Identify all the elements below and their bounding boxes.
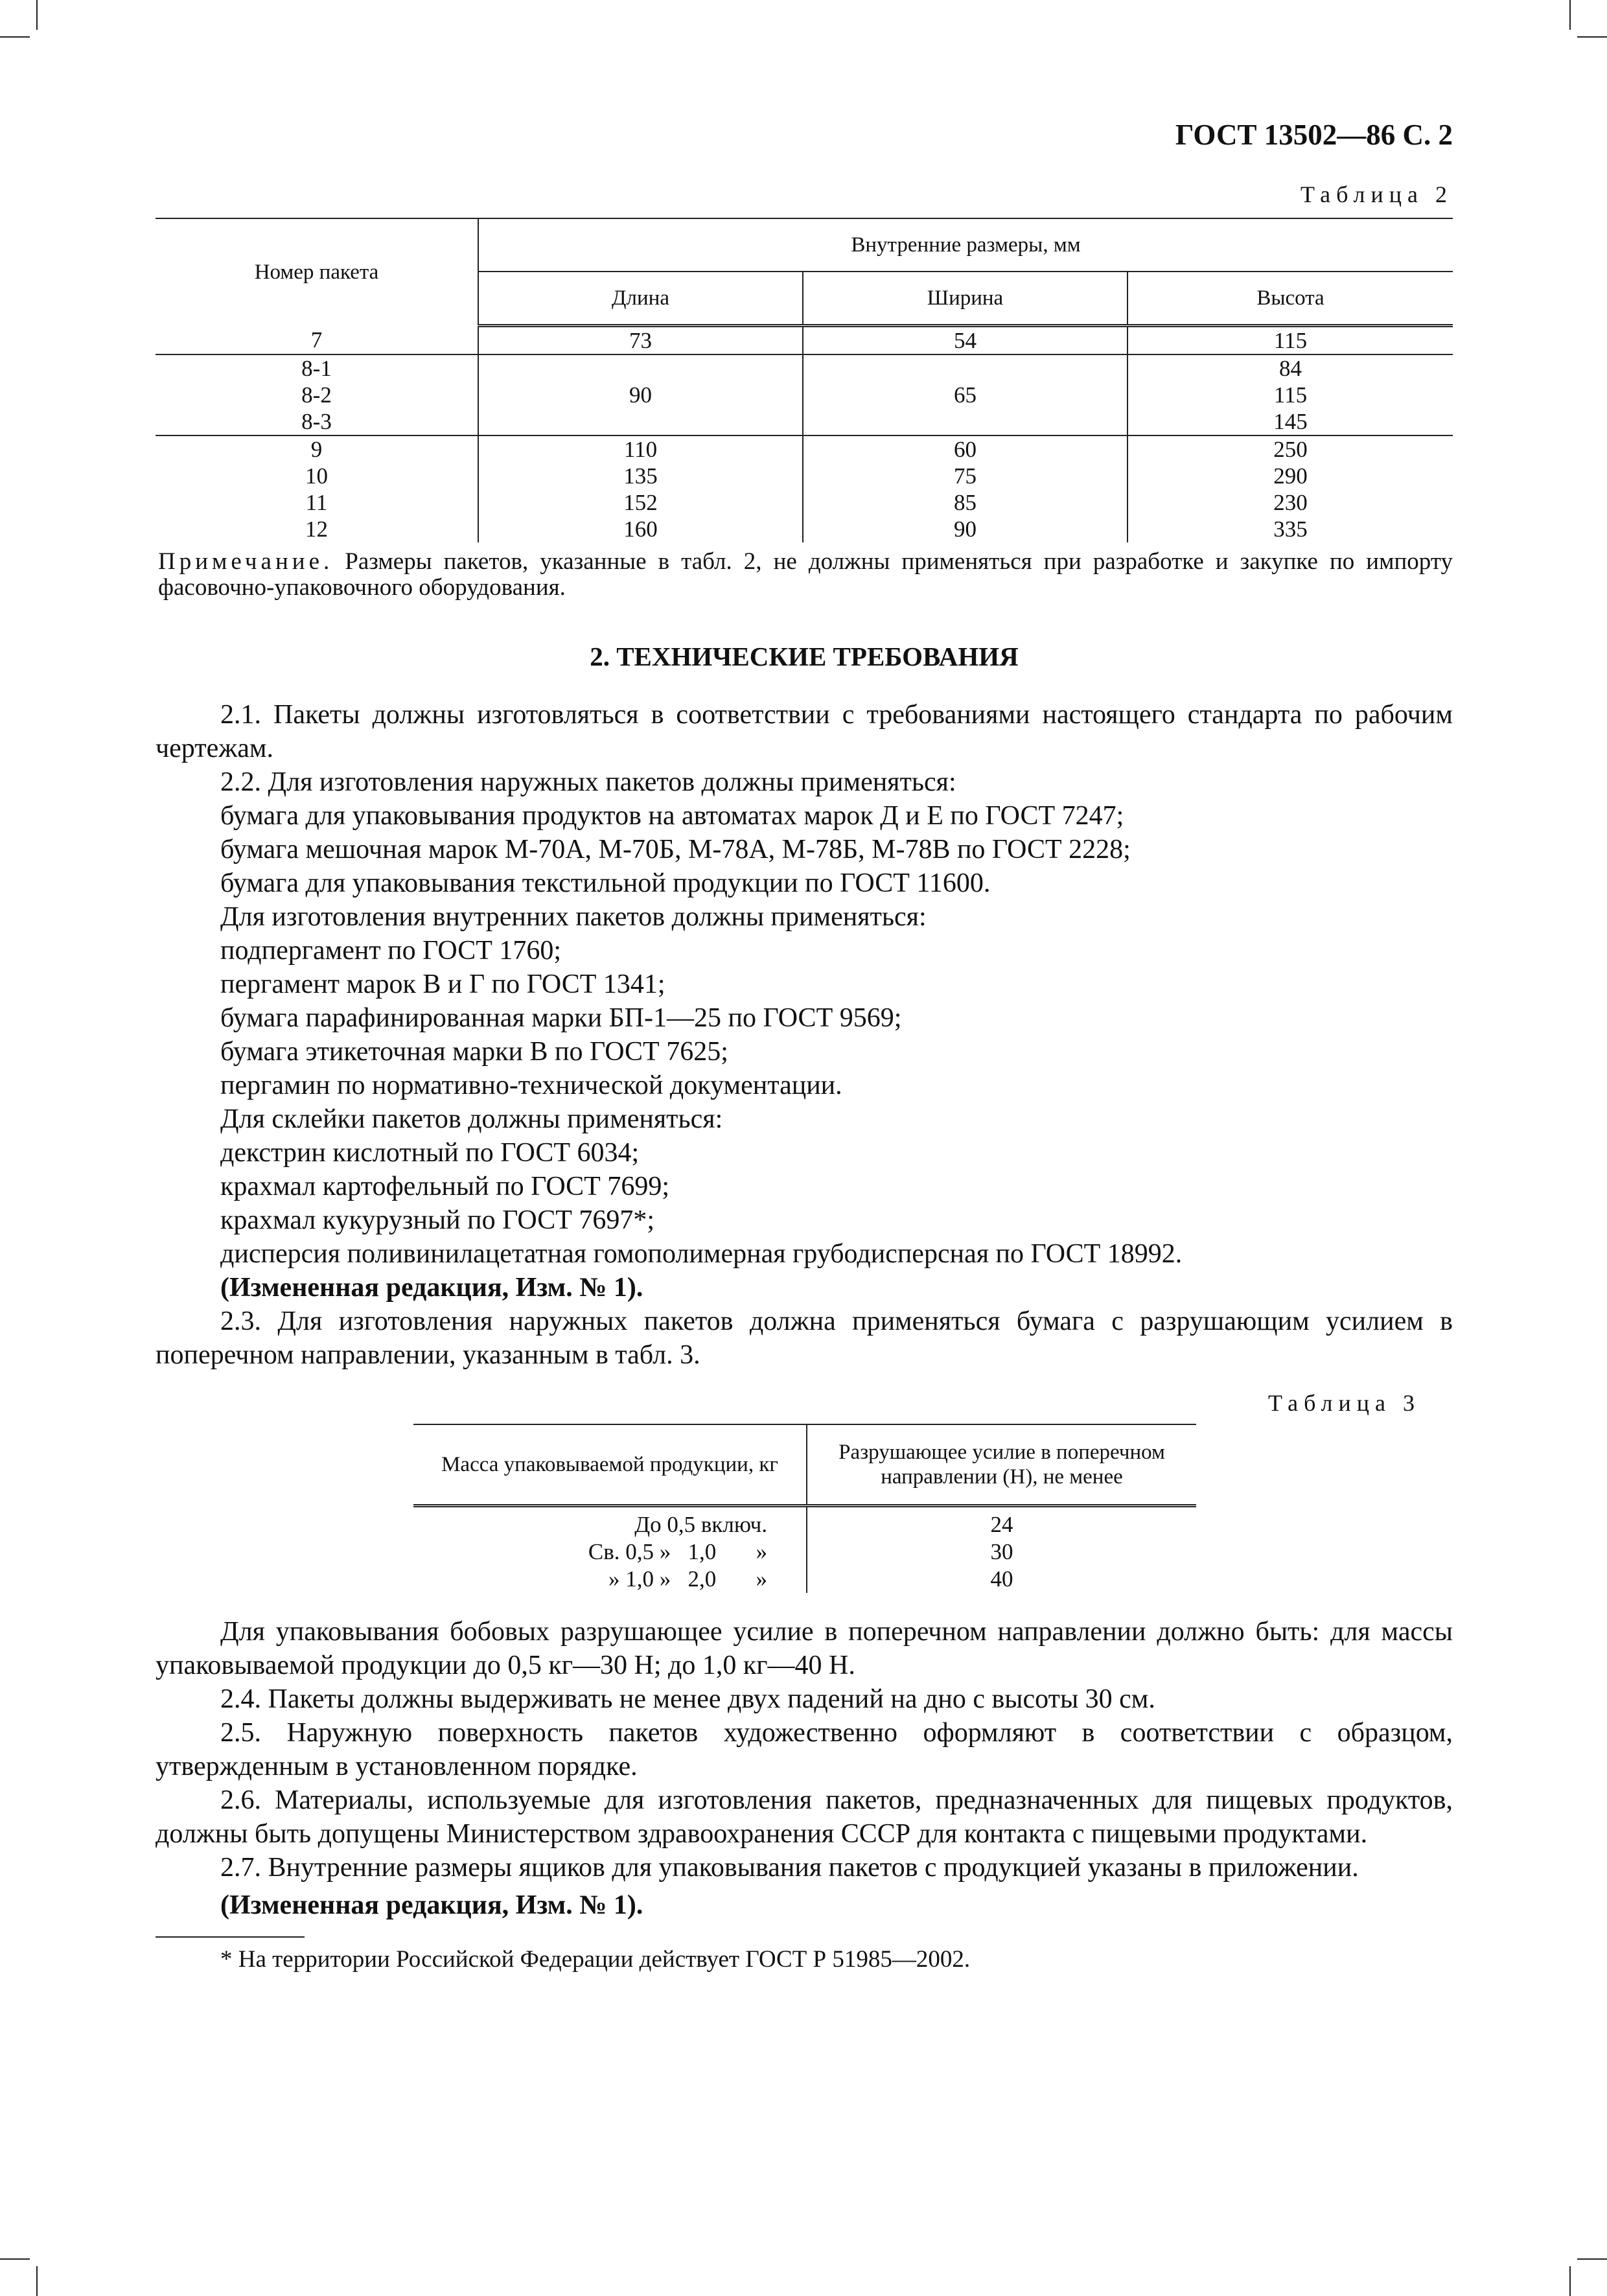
table2-cell-height: 84 [1127, 354, 1453, 382]
table2-cell-height: 335 [1273, 516, 1308, 542]
table2-cell-number: 8-1 [156, 354, 478, 382]
list-item: пергамент марок В и Г по ГОСТ 1341; [220, 969, 665, 999]
table2 [156, 218, 1453, 542]
table2-cell-height: 290 [1273, 463, 1308, 489]
list-item: бумага этикеточная марки В по ГОСТ 7625; [220, 1037, 728, 1067]
table2-head-number: Номер пакета [156, 218, 478, 326]
table2-cell-length: 110 [478, 435, 803, 463]
table3-head-mass: Масса упаковываемой продукции, кг [413, 1424, 807, 1506]
crop-mark [36, 0, 38, 30]
table2-cell-height: 250 [1127, 435, 1453, 463]
amendment-note: (Измененная редакция, Изм. № 1). [220, 1890, 643, 1920]
crop-mark [0, 36, 30, 38]
list-item: крахмал картофельный по ГОСТ 7699; [220, 1172, 669, 1201]
table2-cell-number: 8-3 [156, 408, 478, 435]
section-title: 2. ТЕХНИЧЕСКИЕ ТРЕБОВАНИЯ [590, 642, 1019, 671]
crop-mark [1577, 2258, 1607, 2260]
crop-mark [1569, 0, 1571, 30]
paragraph-2-5: 2.5. Наружную поверхность пакетов художественно оформляют в соответствии с образцом, утвержденным в установленном порядке. [156, 1718, 1453, 1781]
table3 [413, 1424, 1196, 1593]
document-page [156, 117, 1453, 1974]
note-text: Размеры пакетов, указанные в табл. 2, не должны применяться при разработке и закупке по импорту фасовочно-упаковочного оборудования. [158, 548, 1453, 601]
crop-mark [1577, 36, 1607, 38]
list-item: пергамин по нормативно-технической документации. [220, 1071, 842, 1100]
table2-head-width: Ширина [803, 272, 1127, 326]
table2-cell-length: 135 [478, 463, 803, 489]
table2-cell-number: 8-2 [156, 382, 478, 408]
table3-cell-mass: До 0,5 включ. [413, 1506, 807, 1539]
table3-caption: Таблица 3 [1268, 1390, 1420, 1416]
table2-cell-width: 54 [803, 326, 1127, 355]
table2-caption: Таблица 2 [1301, 181, 1453, 207]
paragraph-2-3-b: Для упаковывания бобовых разрушающее усилие в поперечном направлении должно быть: для массы упаковываемой продукции до 0,5 кг—30 Н; до 1,0 кг—40 Н. [156, 1617, 1453, 1680]
table2-cell-width: 90 [803, 516, 1127, 542]
table3-cell-mass: » 1,0 » 2,0 » [413, 1566, 807, 1593]
paragraph-2-1: 2.1. Пакеты должны изготовляться в соответствии с требованиями настоящего стандарта по рабочим чертежам. [156, 700, 1453, 763]
note-label: Примечание. [158, 548, 334, 575]
crop-mark [1569, 2266, 1571, 2296]
table2-note [156, 549, 1453, 601]
table2-cell-width: 60 [803, 435, 1127, 463]
table3-cell-force: 40 [990, 1566, 1013, 1592]
table2-cell-length: 152 [478, 489, 803, 516]
paragraph-2-4: 2.4. Пакеты должны выдерживать не менее двух падений на дно с высоты 30 см. [220, 1684, 1155, 1714]
table2-cell-height: 230 [1273, 490, 1308, 515]
list-item: бумага мешочная марок М-70А, М-70Б, М-78А, М-78Б, М-78В по ГОСТ 2228; [220, 835, 1131, 864]
table2-cell-width: 75 [803, 463, 1127, 489]
table2-cell-length: 73 [478, 326, 803, 355]
paragraph-2-3: 2.3. Для изготовления наружных пакетов должна применяться бумага с разрушающим усилием в поперечном направлении, указанным в табл. 3. [156, 1306, 1453, 1370]
table2-cell-number: 10 [156, 463, 478, 489]
table2-cell-length: 160 [478, 516, 803, 542]
list-item: бумага для упаковывания продуктов на автоматах марок Д и Е по ГОСТ 7247; [220, 801, 1124, 831]
list-item: подпергамент по ГОСТ 1760; [220, 936, 562, 966]
amendment-note: (Измененная редакция, Изм. № 1). [220, 1273, 643, 1303]
table2-head-group: Внутренние размеры, мм [478, 218, 1453, 272]
list-item: крахмал кукурузный по ГОСТ 7697*; [220, 1205, 655, 1235]
table2-cell-height: 145 [1273, 409, 1308, 434]
table2-cell-width: 65 [803, 354, 1127, 435]
paragraph-2-2: 2.2. Для изготовления наружных пакетов должны применяться: [220, 767, 956, 797]
footnote: * На территории Российской Федерации действует ГОСТ Р 51985—2002. [220, 1946, 971, 1973]
list-item: бумага для упаковывания текстильной продукции по ГОСТ 11600. [220, 868, 991, 898]
table2-cell-number: 11 [156, 489, 478, 516]
paragraph-2-6: 2.6. Материалы, используемые для изготовления пакетов, предназначенных для пищевых продуктов, должны быть допущены Министерством здравоохранения СССР для контакта с пищевыми продуктами. [156, 1785, 1453, 1849]
table2-cell-width: 85 [803, 489, 1127, 516]
glue-intro: Для склейки пакетов должны применяться: [220, 1104, 723, 1134]
table2-cell-number: 7 [156, 326, 478, 355]
crop-mark [36, 2266, 38, 2296]
footnote-rule [156, 1936, 305, 1938]
crop-mark [0, 2258, 30, 2260]
list-item: дисперсия поливинилацетатная гомополимерная грубодисперсная по ГОСТ 18992. [220, 1239, 1183, 1269]
table2-cell-number: 9 [156, 435, 478, 463]
table2-cell-height: 115 [1273, 328, 1308, 353]
page-header: ГОСТ 13502—86 С. 2 [1175, 119, 1453, 151]
table3-cell-mass: Св. 0,5 » 1,0 » [413, 1538, 807, 1566]
paragraph-2-7: 2.7. Внутренние размеры ящиков для упаковывания пакетов с продукцией указаны в приложении. [220, 1853, 1359, 1883]
inner-intro: Для изготовления внутренних пакетов должны применяться: [220, 902, 927, 932]
list-item: декстрин кислотный по ГОСТ 6034; [220, 1138, 640, 1168]
table2-cell-length: 90 [478, 354, 803, 435]
table2-cell-height: 115 [1273, 382, 1308, 408]
table3-head-force: Разрушающее усилие в поперечном направлении (Н), не менее [807, 1424, 1196, 1506]
list-item: бумага парафинированная марки БП-1—25 по ГОСТ 9569; [220, 1003, 902, 1033]
table3-cell-force: 30 [990, 1539, 1013, 1564]
table3-cell-force: 24 [990, 1512, 1013, 1537]
table2-cell-number: 12 [156, 516, 478, 542]
table2-head-height: Высота [1127, 272, 1453, 326]
table2-head-length: Длина [478, 272, 803, 326]
